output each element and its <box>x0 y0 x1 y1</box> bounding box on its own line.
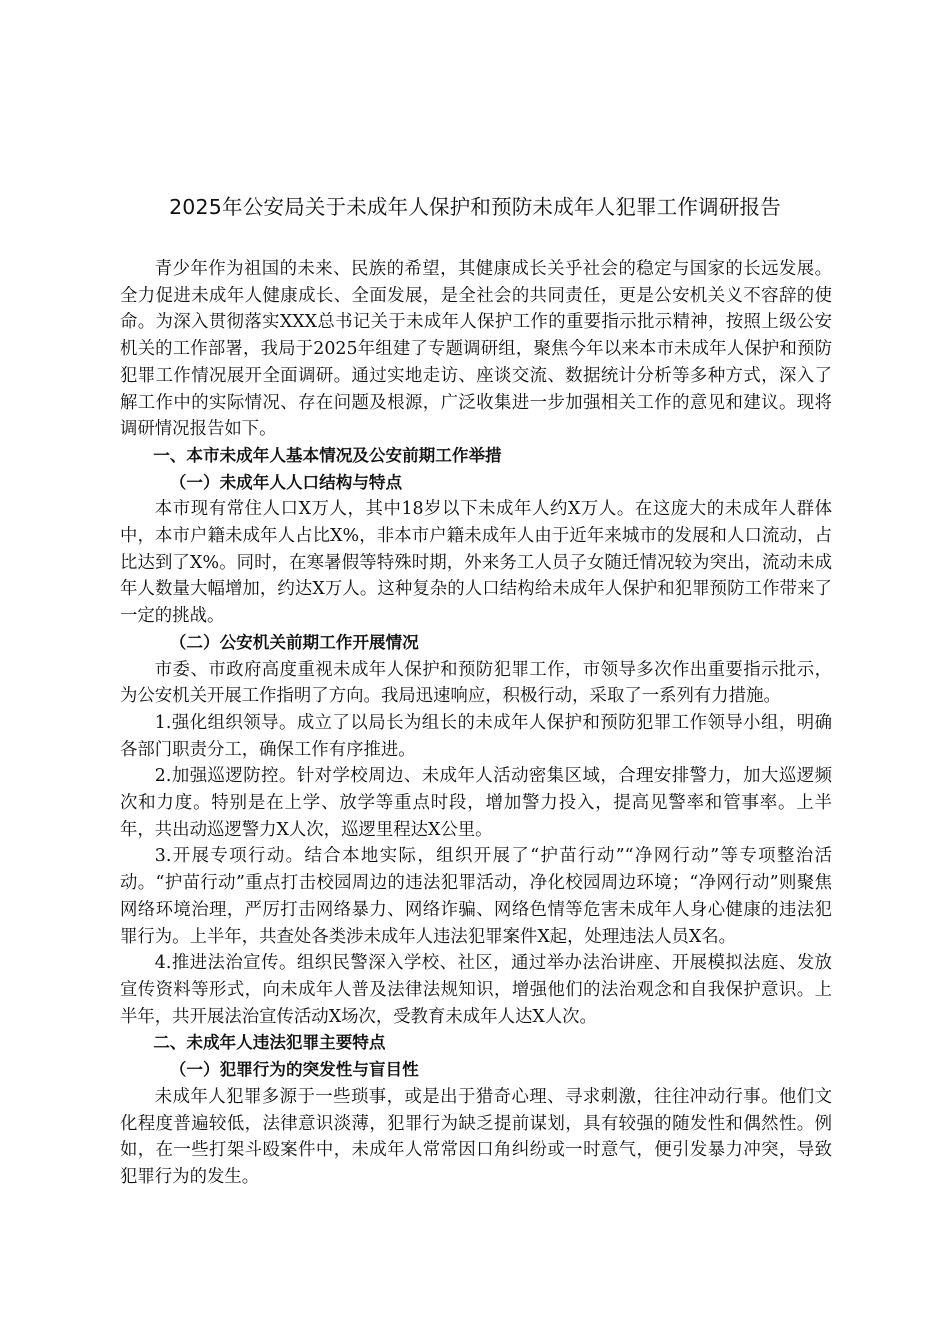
subsection-heading-1-1: （一）未成年人人口结构与特点 <box>169 472 403 492</box>
list-item-legal-education: 4.推进法治宣传。组织民警深入学校、社区，通过举办法治讲座、开展模拟法庭、发放宣传资料等形式，向未成年人普及法律法规知识，增强他们的法治观念和自我保护意识。上半年，共开展法治宣传活动X场次，受教育未成年人达X人次。 <box>120 953 832 1027</box>
paragraph-population: 本市现有常住人口X万人，其中18岁以下未成年人约X万人。在这庞大的未成年人群体中，本市户籍未成年人占比X%，非本市户籍未成年人由于近年来城市的发展和人口流动，占比达到了X%。同时，在寒暑假等特殊时期，外来务工人员子女随迁情况较为突出，流动未成年人数量大幅增加，约达X万人。这种复杂的人口结构给未成年人保护和犯罪预防工作带来了一定的挑战。 <box>120 499 832 627</box>
subsection-heading-2-1: （一）犯罪行为的突发性与盲目性 <box>169 1060 419 1080</box>
subsection-heading-1-2: （二）公安机关前期工作开展情况 <box>169 632 419 652</box>
paragraph-police-work: 市委、市政府高度重视未成年人保护和预防犯罪工作，市领导多次作出重要指示批示，为公安机关开展工作指明了方向。我局迅速响应，积极行动，采取了一系列有力措施。 <box>120 659 832 707</box>
section-heading-1: 一、本市未成年人基本情况及公安前期工作举措 <box>153 445 502 465</box>
list-item-leadership: 1.强化组织领导。成立了以局长为组长的未成年人保护和预防犯罪工作领导小组，明确各部门职责分工，确保工作有序推进。 <box>120 712 832 760</box>
document-title: 2025年公安局关于未成年人保护和预防未成年人犯罪工作调研报告 <box>169 195 781 219</box>
document-body <box>120 256 832 1191</box>
section-heading-2: 二、未成年人违法犯罪主要特点 <box>153 1033 386 1053</box>
paragraph-crime-features: 未成年人犯罪多源于一些琐事，或是出于猎奇心理、寻求刺激，往往冲动行事。他们文化程度普遍较低，法律意识淡薄，犯罪行为缺乏提前谋划，具有较强的随发性和偶然性。例如，在一些打架斗殴案件中，未成年人常常因口角纠纷或一时意气，便引发暴力冲突，导致犯罪行为的发生。 <box>120 1086 832 1187</box>
intro-paragraph: 青少年作为祖国的未来、民族的希望，其健康成长关乎社会的稳定与国家的长远发展。全力促进未成年人健康成长、全面发展，是全社会的共同责任，更是公安机关义不容辞的使命。为深入贯彻落实XXX总书记关于未成年人保护工作的重要指示批示精神，按照上级公安机关的工作部署，我局于2025年组建了专题调研组，聚焦今年以来本市未成年人保护和预防犯罪工作情况展开全面调研。通过实地走访、座谈交流、数据统计分析等多种方式，深入了解工作中的实际情况、存在问题及根源，广泛收集进一步加强相关工作的意见和建议。现将调研情况报告如下。 <box>120 259 832 440</box>
list-item-special-action: 3.开展专项行动。结合本地实际，组织开展了“护苗行动”“净网行动”等专项整治活动。“护苗行动”重点打击校园周边的违法犯罪活动，净化校园周边环境；“净网行动”则聚焦网络环境治理，严厉打击网络暴力、网络诈骗、网络色情等危害未成年人身心健康的违法犯罪行为。上半年，共查处各类涉未成年人违法犯罪案件X起，处理违法人员X名。 <box>120 846 832 947</box>
list-item-patrol: 2.加强巡逻防控。针对学校周边、未成年人活动密集区域，合理安排警力，加大巡逻频次和力度。特别是在上学、放学等重点时段，增加警力投入，提高见警率和管事率。上半年，共出动巡逻警力X人次，巡逻里程达X公里。 <box>120 766 832 840</box>
